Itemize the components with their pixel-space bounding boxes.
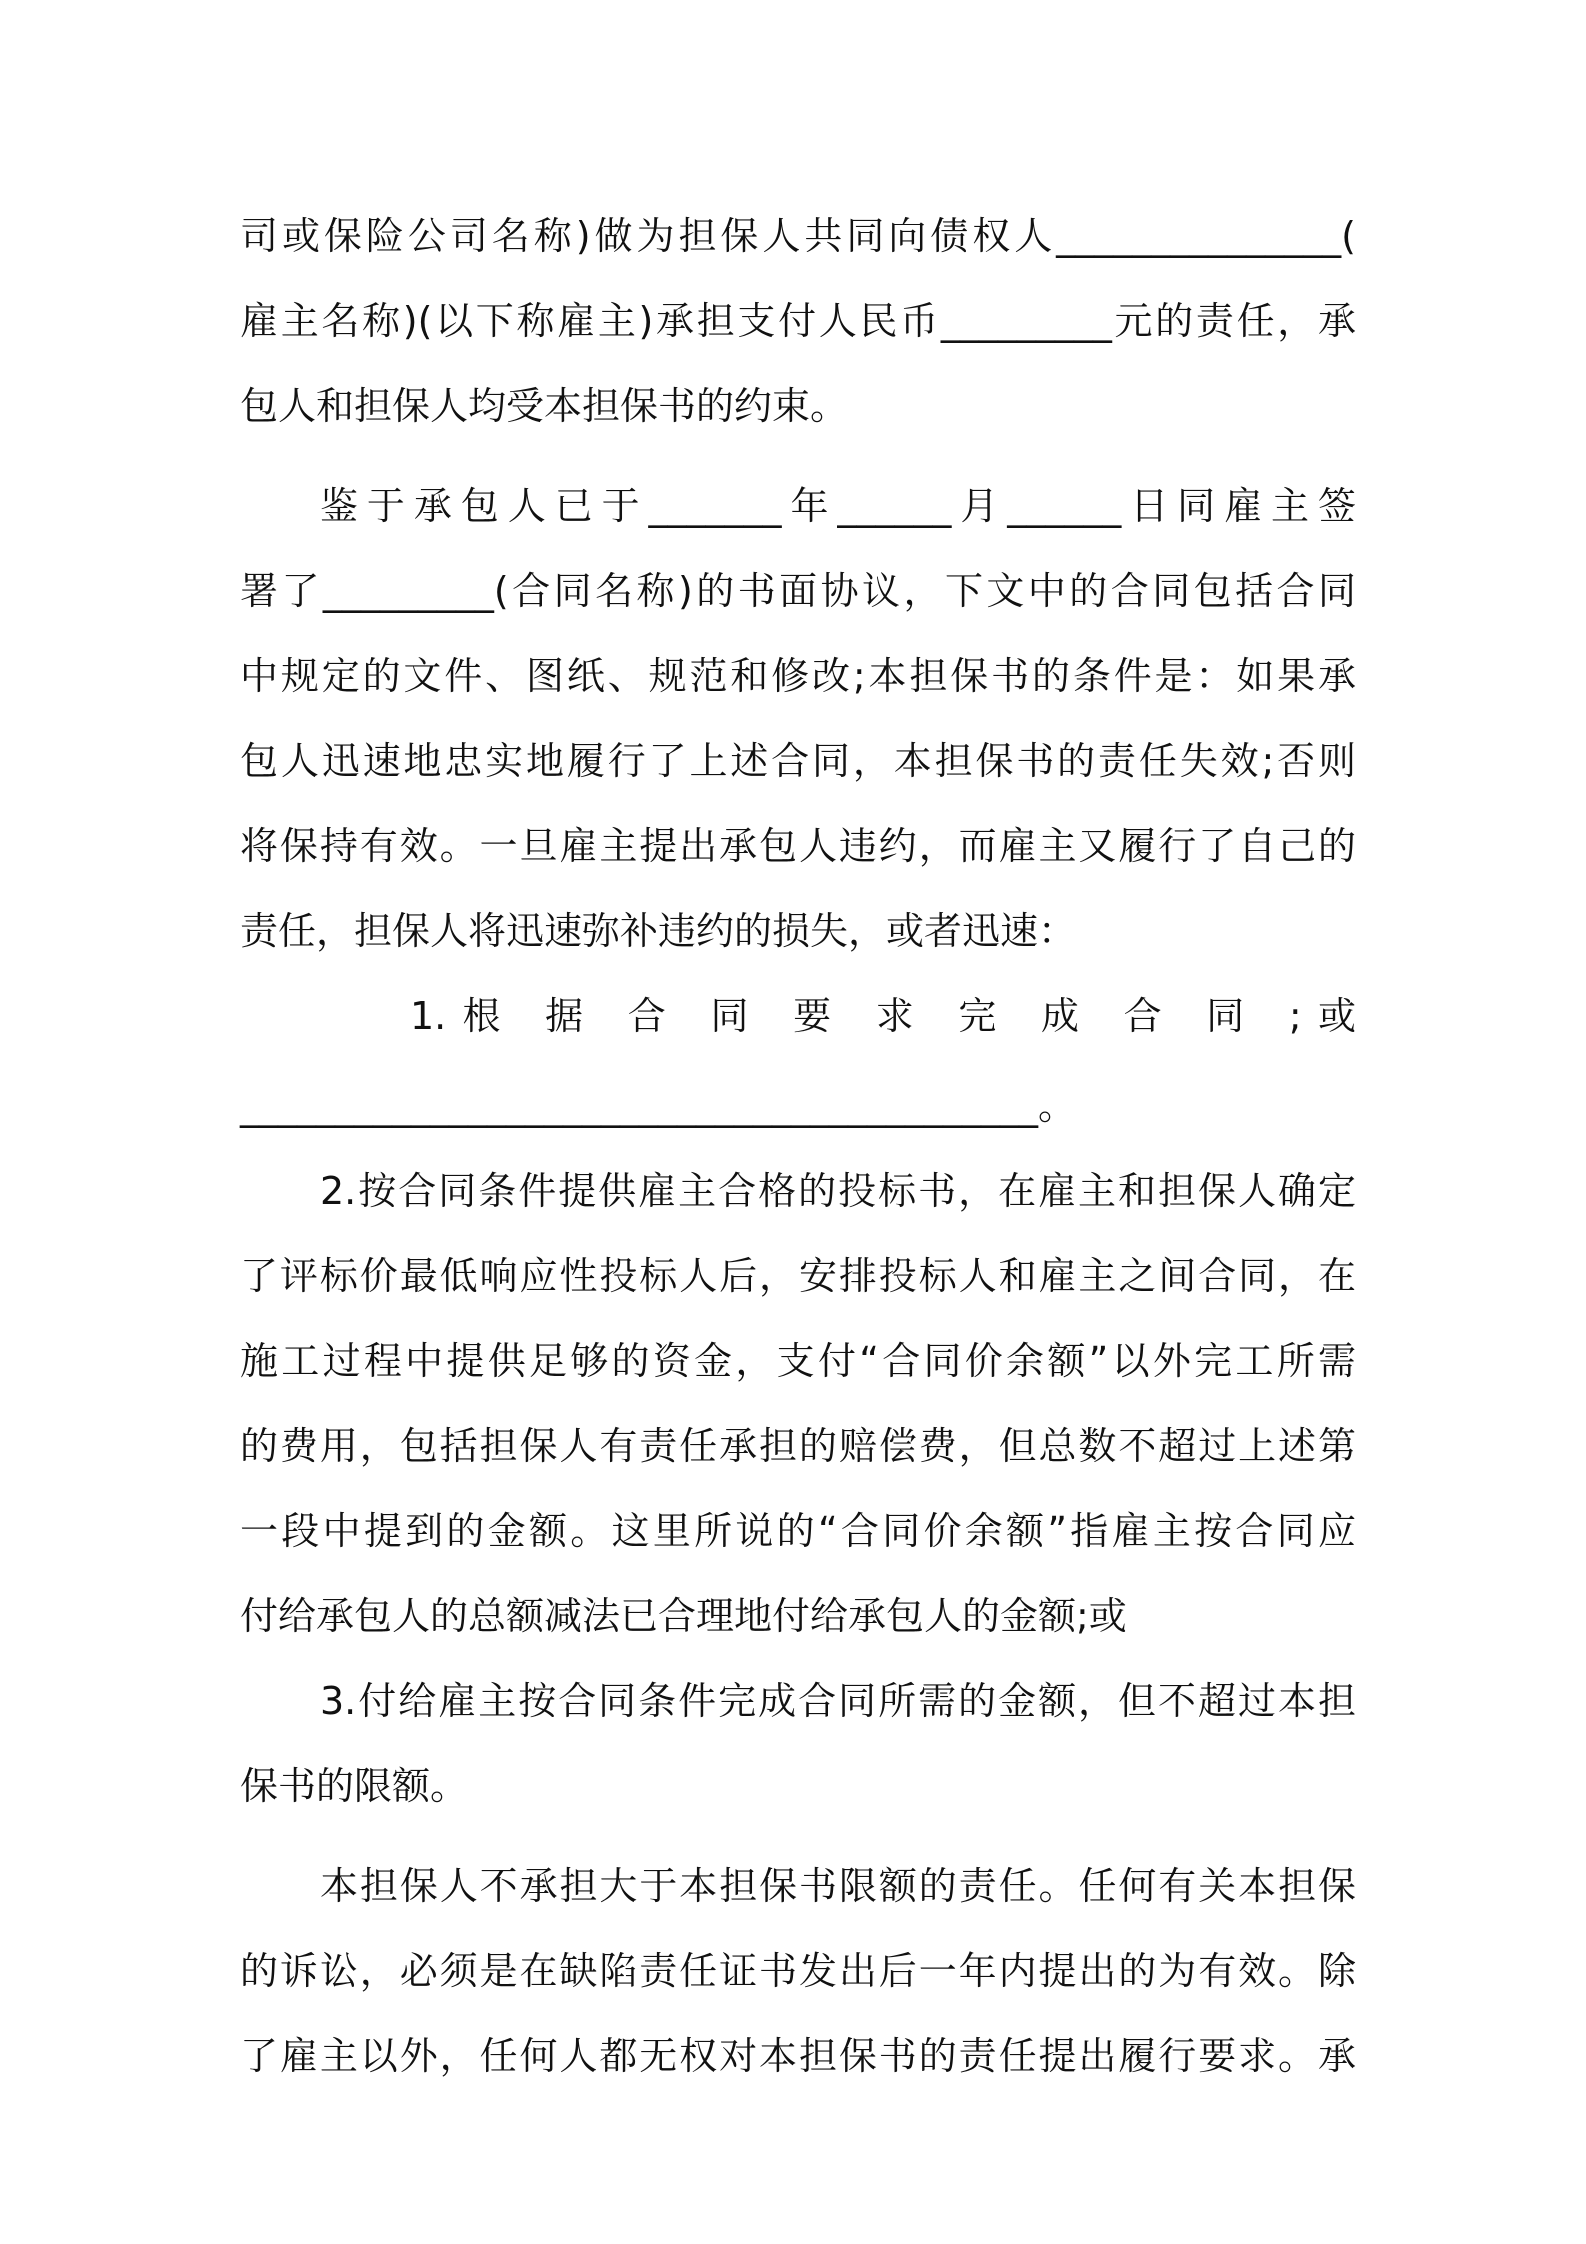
- text-line: 司或保险公司名称)做为担保人共同向债权人_______________(: [240, 214, 1356, 258]
- text-line: 保书的限额。: [240, 1764, 469, 1808]
- text-line: 的费用，包括担保人有责任承担的赔偿费，但总数不超过上述第: [240, 1424, 1356, 1468]
- text-line: 本担保人不承担大于本担保书限额的责任。任何有关本担保: [320, 1864, 1356, 1908]
- text-line: 2.按合同条件提供雇主合格的投标书，在雇主和担保人确定: [320, 1169, 1356, 1213]
- text-line: 将保持有效。一旦雇主提出承包人违约，而雇主又履行了自己的: [240, 824, 1356, 868]
- text-line: 包人迅速地忠实地履行了上述合同，本担保书的责任失效;否则: [240, 739, 1356, 783]
- text-line: 署了_________(合同名称)的书面协议，下文中的合同包括合同: [240, 569, 1356, 613]
- text-line: 雇主名称)(以下称雇主)承担支付人民币_________元的责任，承: [240, 299, 1356, 343]
- text-line: 1.根 据 合 同 要 求 完 成 合 同 ;或: [410, 994, 1356, 1038]
- text-line: 的诉讼，必须是在缺陷责任证书发出后一年内提出的为有效。除: [240, 1949, 1356, 1993]
- text-line: 一段中提到的金额。这里所说的“合同价余额”指雇主按合同应: [240, 1509, 1356, 1553]
- text-line: 鉴于承包人已于_______年______月______日同雇主签: [320, 484, 1356, 528]
- text-line: 付给承包人的总额减法已合理地付给承包人的金额;或: [240, 1594, 1127, 1638]
- text-line: 了评标价最低响应性投标人后，安排投标人和雇主之间合同，在: [240, 1254, 1356, 1298]
- text-line: 了雇主以外，任何人都无权对本担保书的责任提出履行要求。承: [240, 2034, 1356, 2078]
- text-line: 3.付给雇主按合同条件完成合同所需的金额，但不超过本担: [320, 1679, 1356, 1723]
- text-line: 中规定的文件、图纸、规范和修改;本担保书的条件是：如果承: [240, 654, 1356, 698]
- text-line: 施工过程中提供足够的资金，支付“合同价余额”以外完工所需: [240, 1339, 1356, 1383]
- text-line: __________________________________________。: [240, 1084, 1077, 1128]
- text-line: 包人和担保人均受本担保书的约束。: [240, 384, 849, 428]
- text-line: 责任，担保人将迅速弥补违约的损失，或者迅速：: [240, 909, 1077, 953]
